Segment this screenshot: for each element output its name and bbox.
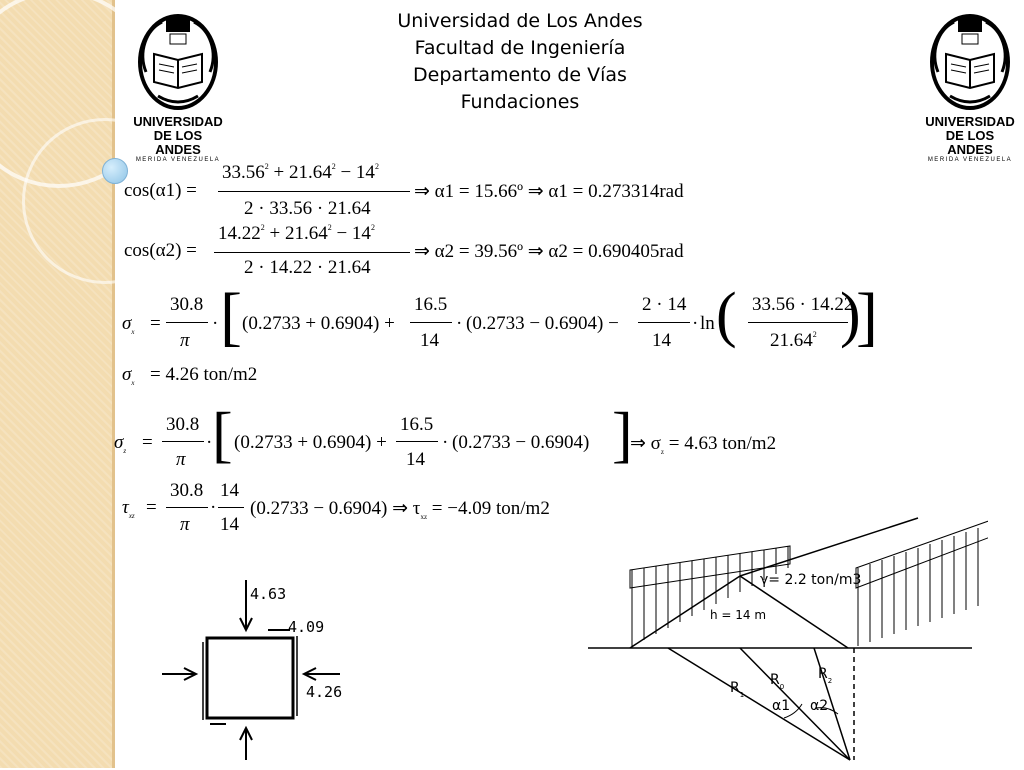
course-name: Fundaciones: [460, 91, 580, 113]
eq1-numerator: $33.56^2 + 21.64^2 - 14^2$: [222, 162, 379, 183]
eq5-equals: =: [142, 432, 153, 453]
eq5-result: ⇒ $\sigma_z = 4.63$ ton/m2: [630, 433, 777, 456]
eq1-result: ⇒ α1 = 15.66º ⇒ α1 = 0.273314rad: [414, 181, 684, 202]
eq6-f1-bar: [166, 507, 208, 508]
eq3-f1-den: π: [180, 330, 190, 351]
eq3-dot3: ·: [692, 313, 699, 334]
eq3-f2-num: 16.5: [414, 294, 448, 315]
eq3-right-bracket: ]: [856, 280, 878, 353]
eq5-f2-num: 16.5: [400, 414, 434, 435]
university-seal-icon: [924, 12, 1016, 110]
eq5-left-bracket: [: [212, 401, 233, 469]
eq5-f1-den: π: [176, 449, 186, 470]
logo-name-line2: DE LOS ANDES: [945, 128, 995, 157]
eq5-sigma: $\sigma_z$: [114, 432, 127, 455]
r2-label: $R_2$: [818, 666, 833, 685]
eq6-equals: =: [146, 497, 157, 518]
eq2-denominator: 2 · 14.22 · 21.64: [244, 257, 371, 278]
alpha1-label: α1: [772, 698, 791, 714]
eq6-f2-num: 14: [220, 480, 239, 501]
eq3-paren-open: (: [716, 281, 737, 349]
eq4-sigma: $\sigma_x$: [122, 364, 135, 387]
eq3-f2-den: 14: [420, 330, 439, 351]
eq5-f2-den: 14: [406, 449, 425, 470]
eq5-term2: (0.2733 − 0.6904): [452, 432, 590, 453]
eq3-f3-num: 2 · 14: [642, 294, 687, 315]
eq6-f2-den: 14: [220, 514, 239, 535]
eq6-dot: ·: [210, 497, 217, 518]
sigma-x-label: 4.26: [306, 683, 343, 701]
eq3-ln: ln: [700, 313, 715, 334]
eq3-term2: (0.2733 − 0.6904) −: [466, 313, 619, 334]
logo-name-line1: UNIVERSIDAD: [925, 114, 1015, 129]
tau-xz-label: 4.09: [288, 618, 325, 636]
eq3-paren-close: ): [840, 281, 861, 349]
logo-name-line2: DE LOS ANDES: [153, 128, 203, 157]
r0-label: $R_0$: [770, 672, 785, 691]
embankment-load-diagram-icon: [588, 508, 988, 768]
height-label: h = 14 m: [710, 608, 767, 622]
eq3-f4-bar: [748, 322, 848, 323]
university-name: Universidad de Los Andes: [397, 10, 643, 32]
sigma-z-label: 4.63: [250, 585, 287, 603]
faculty-name: Facultad de Ingeniería: [414, 37, 626, 59]
eq2-numerator: $14.22^2 + 21.64^2 - 14^2$: [218, 223, 375, 244]
eq5-term1: (0.2733 + 0.6904) +: [234, 432, 387, 453]
eq3-f1-num: 30.8: [170, 294, 204, 315]
eq3-f4-num: 33.56 · 14.22: [752, 294, 854, 315]
r1-label: $R_1$: [730, 680, 745, 699]
eq5-dot2: ·: [442, 432, 449, 453]
eq2-fraction-bar: [214, 252, 410, 253]
eq3-f3-bar: [638, 322, 690, 323]
university-seal-icon: [132, 12, 224, 110]
slide-header: [300, 8, 740, 116]
eq3-f3-den: 14: [652, 330, 671, 351]
eq5-dot: ·: [206, 432, 213, 453]
unit-weight-label: γ= 2.2 ton/m3: [760, 572, 862, 588]
eq3-equals: =: [150, 313, 161, 334]
university-logo-left: [130, 12, 226, 163]
eq3-f4-den: 21.64$^2$: [770, 330, 817, 351]
eq5-f1-num: 30.8: [166, 414, 200, 435]
eq3-dot: ·: [212, 313, 219, 334]
eq3-f1-bar: [166, 322, 208, 323]
eq6-tau: $\tau_{xz}$: [122, 497, 135, 520]
eq1-lhs: cos(α1) =: [124, 180, 197, 201]
eq2-result: ⇒ α2 = 39.56º ⇒ α2 = 0.690405rad: [414, 241, 684, 262]
eq1-fraction-bar: [218, 191, 410, 192]
eq3-sigma: $\sigma_x$: [122, 313, 135, 336]
logo-name-line1: UNIVERSIDAD: [133, 114, 223, 129]
eq3-f2-bar: [410, 322, 452, 323]
eq3-dot2: ·: [456, 313, 463, 334]
eq1-denominator: 2 · 33.56 · 21.64: [244, 198, 371, 219]
eq5-f1-bar: [162, 441, 204, 442]
alpha2-label: α2: [810, 698, 829, 714]
eq3-left-bracket: [: [220, 280, 242, 353]
eq4-result: = 4.26 ton/m2: [150, 364, 258, 385]
eq6-term: (0.2733 − 0.6904) ⇒ $\tau_{xz} = -4.09$ ton/m2: [250, 498, 550, 521]
university-logo-right: [922, 12, 1018, 163]
logo-location: MERIDA VENEZUELA: [135, 157, 221, 163]
eq6-f2-bar: [218, 507, 244, 508]
eq5-right-bracket: ]: [612, 401, 633, 469]
eq5-f2-bar: [396, 441, 438, 442]
logo-location: MERIDA VENEZUELA: [927, 157, 1013, 163]
eq2-lhs: cos(α2) =: [124, 240, 197, 261]
eq6-f1-den: π: [180, 514, 190, 535]
eq6-f1-num: 30.8: [170, 480, 204, 501]
eq3-term1: (0.2733 + 0.6904) +: [242, 313, 395, 334]
department-name: Departamento de Vías: [413, 64, 627, 86]
